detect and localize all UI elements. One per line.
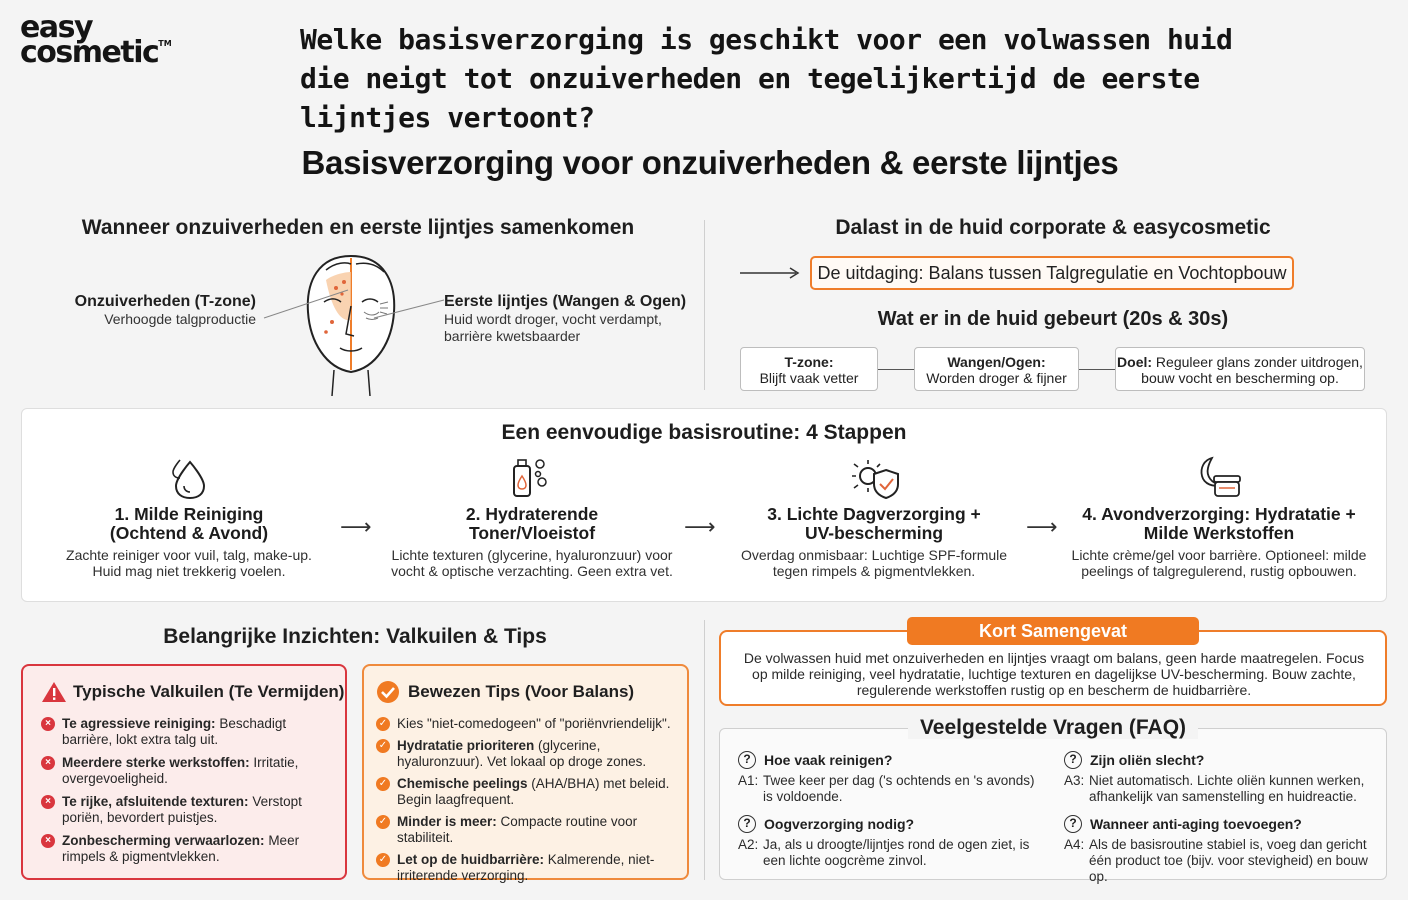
list-item [41,794,335,826]
list-item [376,738,681,770]
tips-list [376,716,681,884]
pitfall-1-bold: Te agressieve reiniging: [62,716,216,731]
moon-jar-icon [1194,454,1244,500]
lines-callout-sub2: barrière kwetsbaarder [444,328,581,344]
step-1-title2: (Ochtend & Avond) [109,523,269,543]
goal-box-text1: Reguleer glans zonder uitdrogen, [1155,354,1363,370]
goal-box-title: Doel: [1117,354,1153,370]
lines-callout-sub1: Huid wordt droger, vocht verdampt, [444,311,662,327]
check-icon: ✓ [376,815,390,829]
list-item [41,716,335,748]
pointer-line-right [372,292,446,322]
face-illustration-icon [296,250,406,400]
summary-label: Kort Samengevat [907,617,1199,645]
check-circle-icon [376,680,400,704]
step-1-title1: 1. Milde Reiniging [114,504,264,524]
cheeks-box-text: Worden droger & fijner [926,370,1067,386]
skin-subheading: Wat er in de huid gebeurt (20s & 30s) [877,308,1229,330]
pitfall-1-text: Beschadigt barrière, lokt extra talg uit. [62,716,287,747]
faq-2-answer: Ja, als u droogte/lijntjes rond de ogen ziet, is een lichte oogcrème zinvol. [763,837,1030,868]
question-circle-icon: ? [1064,751,1082,769]
question-circle-icon: ? [738,751,756,769]
pitfall-2-bold: Meerdere sterke werkstoffen: [62,755,250,770]
tip-5-bold: Let op de huidbarrière: [397,852,545,867]
tip-2-text: (glycerine, hyaluronzuur). Vet lokaal op droge zones. [397,738,647,769]
faq-item-2 [738,815,1043,869]
tzone-box-text: Blijft vaak vetter [759,370,859,386]
step-4-title2: Milde Werkstoffen [1143,523,1295,543]
faq-4-answer: Als de basisroutine stabiel is, voeg dan gericht één product toe (bijv. voor stevigheid) en bouw op. [1089,837,1368,884]
pointer-line-left [262,286,352,322]
list-item [376,716,681,732]
section-divider [704,220,705,390]
step-4-desc2: peelings of talgregulerend, rustig opbouwen. [1081,563,1357,579]
step-3-desc1: Overdag onmisbaar: Luchtige SPF-formule [740,547,1008,563]
tip-3-bold: Chemische peelings [397,776,528,791]
list-item [41,755,335,787]
page-title: Basisverzorging voor onzuiverheden & eerste lijntjes [301,144,1119,181]
section-divider [704,620,705,880]
step-1-desc1: Zachte reiniger voor vuil, talg, make-up. [66,547,312,563]
check-icon: ✓ [376,777,390,791]
pitfalls-list [41,716,335,865]
routine-step-4 [1070,505,1368,579]
step-4-desc1: Lichte crème/gel voor barrière. Optioneel: milde [1071,547,1367,563]
question-circle-icon: ? [738,815,756,833]
faq-item-3 [1064,751,1374,805]
faq-2-tag: A2: [738,837,759,852]
lines-callout-title: Eerste lijntjes (Wangen & Ogen) [444,293,687,310]
goal-box [1115,347,1365,391]
check-icon: ✓ [376,853,390,867]
list-item [376,852,681,884]
tzone-box-title: T-zone: [784,354,834,370]
challenge-box: De uitdaging: Balans tussen Talgregulatie en Vochtopbouw [810,256,1294,290]
list-item [376,776,681,808]
right-section-heading: Dalast in de huid corporate & easycosmetic [835,216,1271,239]
pitfalls-title: Typische Valkuilen (Te Vermijden) [73,682,345,701]
tip-5-text: Kalmerende, niet-irriterende verzorging. [397,852,655,883]
tips-title: Bewezen Tips (Voor Balans) [408,682,635,701]
question-text: Welke basisverzorging is geschikt voor een volwassen huid die neigt tot onzuiverheden en tegelijkertijd de eerste lijntjes vertoont? [300,23,1233,134]
summary-text: De volwassen huid met onzuiverheden en lijntjes vraagt om balans, geen harde maatregelen. Focus op milde reiniging, veel hydratatie, luchtige texturen en dagelijkse UV-bescherming. Bouw zachte, regulerende werkstoffen rustig op en bescherm de huidbarrière. [743,650,1365,698]
cheeks-box-title: Wangen/Ogen: [947,354,1046,370]
warning-icon [41,680,67,704]
routine-step-3 [738,505,1010,579]
faq-3-answer: Niet automatisch. Lichte oliën kunnen werken, afhankelijk van samenstelling en huidreactie. [1089,773,1365,804]
tzone-callout-title: Onzuiverheden (T-zone) [74,293,256,310]
sun-shield-icon [850,456,902,500]
logo-tm: TM [158,38,172,48]
x-icon: × [41,795,55,809]
list-item [376,814,681,846]
toner-bottle-icon [508,456,552,500]
step-arrow: ⟶ [340,514,372,539]
logo-line1: easy [20,10,93,45]
water-drop-icon [170,456,206,500]
faq-3-tag: A3: [1064,773,1085,788]
pitfall-2-text: Irritatie, overgevoeligheid. [62,755,299,786]
tip-4-text: Compacte routine voor stabiliteit. [397,814,638,845]
step-1-desc2: Huid mag niet trekkerig voelen. [92,563,286,579]
faq-3-question: Zijn oliën slecht? [1090,752,1205,768]
lines-callout [444,293,694,345]
pitfall-3-bold: Te rijke, afsluitende texturen: [62,794,249,809]
pitfall-4-bold: Zonbescherming verwaarlozen: [62,833,265,848]
tips-box [362,664,689,883]
faq-4-tag: A4: [1064,837,1085,852]
connector-line [1079,369,1115,370]
step-2-title2: Toner/Vloeistof [468,523,596,543]
tip-1-text: Kies "niet-comedogeen" of "poriënvriendelijk". [397,716,671,731]
x-icon: × [41,756,55,770]
connector-line [878,369,914,370]
step-arrow: ⟶ [1026,514,1058,539]
step-2-desc1: Lichte texturen (glycerine, hyaluronzuur) voor [391,547,673,563]
faq-item-4 [1064,815,1380,885]
left-section-heading: Wanneer onzuiverheden en eerste lijntjes samenkomen [81,216,635,239]
x-icon: × [41,834,55,848]
pitfall-4-text: Meer rimpels & pigmentvlekken. [62,833,300,864]
faq-4-question: Wanneer anti-aging toevoegen? [1090,816,1302,832]
question-circle-icon: ? [1064,815,1082,833]
insights-heading: Belangrijke Inzichten: Valkuilen & Tips [163,625,547,648]
pitfall-3-text: Verstopt poriën, bevordert puistjes. [62,794,302,825]
tip-2-bold: Hydratatie prioriteren [397,738,535,753]
arrow-right-icon [738,264,802,282]
step-2-title1: 2. Hydraterende [465,504,599,524]
tzone-callout-sub: Verhoogde talgproductie [104,311,256,327]
tzone-box [740,347,878,391]
step-arrow: ⟶ [684,514,716,539]
step-3-title1: 3. Lichte Dagverzorging + [767,504,981,524]
faq-heading-text: Veelgestelde Vragen (FAQ) [908,716,1198,739]
logo [20,10,172,70]
step-3-title2: UV-bescherming [804,523,944,543]
step-2-desc2: vocht & optische verzachting. Geen extra vet. [391,563,673,579]
faq-heading [719,716,1387,740]
faq-item-1 [738,751,1038,805]
faq-2-question: Oogverzorging nodig? [764,816,915,832]
faq-1-question: Hoe vaak reinigen? [764,752,893,768]
check-icon: ✓ [376,739,390,753]
step-3-desc2: tegen rimpels & pigmentvlekken. [772,563,976,579]
pitfalls-box [21,664,347,880]
cheeks-box [914,347,1079,391]
check-icon: ✓ [376,717,390,731]
goal-box-text2: bouw vocht en bescherming op. [1141,370,1339,386]
routine-heading: Een eenvoudige basisroutine: 4 Stappen [501,421,907,444]
logo-line2: cosmetic [20,34,159,70]
faq-1-tag: A1: [738,773,759,788]
routine-step-1 [60,505,318,579]
tip-3-text: (AHA/BHA) met beleid. Begin laagfrequent. [397,776,670,807]
step-4-title1: 4. Avondverzorging: Hydratatie + [1082,504,1356,524]
routine-step-2 [388,505,676,579]
faq-1-answer: Twee keer per dag ('s ochtends en 's avonds) is voldoende. [763,773,1035,804]
list-item [41,833,335,865]
x-icon: × [41,717,55,731]
tzone-callout [66,293,256,328]
tip-4-bold: Minder is meer: [397,814,497,829]
